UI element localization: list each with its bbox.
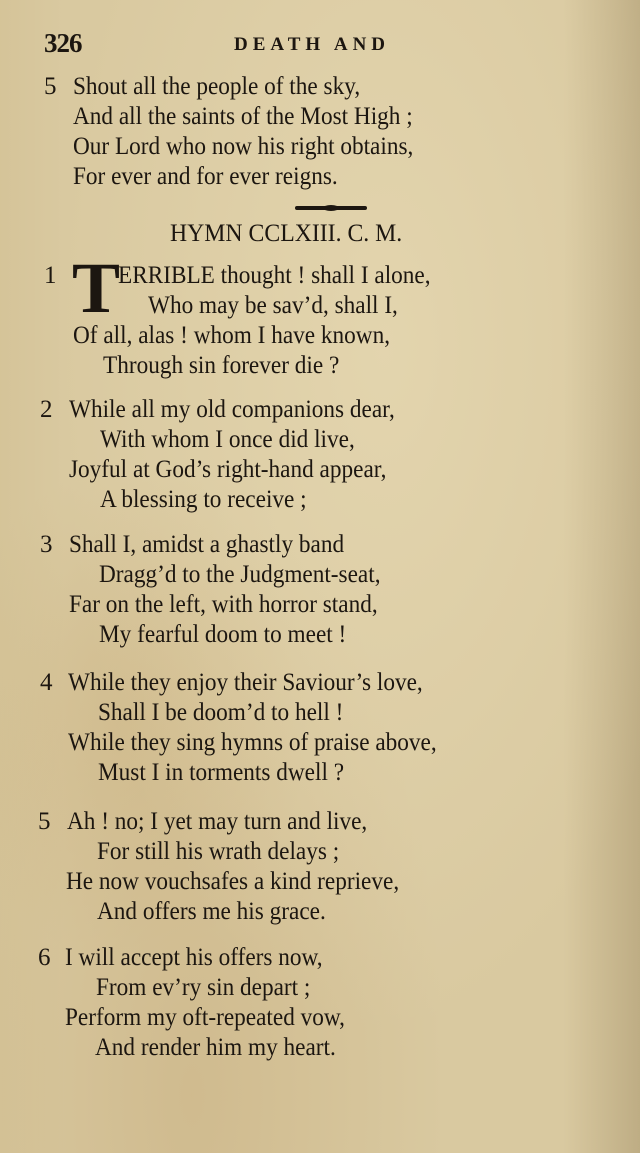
verse-line: Must I in torments dwell ?	[98, 759, 345, 786]
page-number: 326	[44, 28, 82, 58]
verse-number: 1	[44, 262, 57, 289]
verse-line: He now vouchsafes a kind reprieve,	[66, 868, 400, 895]
verse-line: Shall I, amidst a ghastly band	[69, 531, 345, 558]
page-header	[44, 28, 484, 58]
verse-line: Dragg’d to the Judgment-seat,	[99, 561, 381, 588]
verse-line: From ev’ry sin depart ;	[96, 974, 311, 1001]
hymn-title: HYMN CCLXIII. C. M.	[170, 220, 403, 247]
verse-line: And render him my heart.	[95, 1034, 336, 1061]
verse-line: Ah ! no; I yet may turn and live,	[67, 808, 368, 835]
verse-line: I will accept his offers now,	[65, 944, 323, 971]
verse-line: With whom I once did live,	[100, 426, 355, 453]
drop-cap: T	[72, 248, 121, 328]
verse-line: Of all, alas ! whom I have known,	[73, 322, 391, 349]
verse-number: 5	[38, 808, 51, 835]
verse-line: And all the saints of the Most High ;	[73, 103, 413, 130]
verse-number: 5	[44, 73, 57, 100]
verse-line: For ever and for ever reigns.	[73, 163, 338, 190]
verse-number: 2	[40, 396, 53, 423]
verse-line: While they enjoy their Saviour’s love,	[68, 669, 423, 696]
verse-line: Far on the left, with horror stand,	[69, 591, 378, 618]
verse-line: Through sin forever die ?	[103, 352, 340, 379]
verse-line: My fearful doom to meet !	[99, 621, 347, 648]
verse-line: For still his wrath delays ;	[97, 838, 340, 865]
verse-line: While they sing hymns of praise above,	[68, 729, 437, 756]
verse-number: 6	[38, 944, 51, 971]
verse-number: 3	[40, 531, 53, 558]
verse-line: Joyful at God’s right-hand appear,	[69, 456, 387, 483]
verse-line: Shout all the people of the sky,	[73, 73, 361, 100]
verse-line: Shall I be doom’d to hell !	[98, 699, 344, 726]
ornamental-divider	[295, 206, 367, 210]
verse-line: A blessing to receive ;	[100, 486, 307, 513]
verse-line: Our Lord who now his right obtains,	[73, 133, 414, 160]
running-title: DEATH AND	[234, 34, 391, 55]
verse-number: 4	[40, 669, 53, 696]
verse-line: And offers me his grace.	[97, 898, 326, 925]
verse-line: Perform my oft-repeated vow,	[65, 1004, 345, 1031]
verse-line: Who may be sav’d, shall I,	[148, 292, 398, 319]
verse-line: While all my old companions dear,	[69, 396, 395, 423]
verse-line: ERRIBLE thought ! shall I alone,	[118, 262, 431, 289]
